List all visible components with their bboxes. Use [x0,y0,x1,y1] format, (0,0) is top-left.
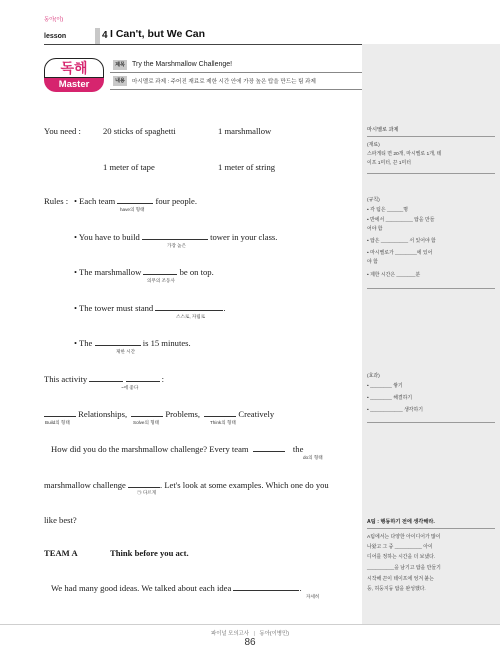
rule-line [74,196,197,206]
sidebar-line: 등, 허둥지둥 탑을 완성했다. [367,587,426,592]
title-tag: 제목 [113,60,127,70]
answer-blank[interactable] [233,583,302,593]
passage-text: . [299,583,302,593]
need-item: 1 meter of tape [103,162,155,172]
activity-text: This activity [44,374,88,384]
hint-text: ~에 좋다 [121,385,139,390]
hint-text: 가장 높은 [167,243,187,248]
rule-text: • You have to build [74,232,140,242]
sidebar-line: • ____________ 생각하기 [367,408,423,413]
hint-text: ㉠ 다르게 [137,490,157,495]
sidebar-label: (재료) [367,143,380,148]
rule-text: • The tower must stand [74,303,154,313]
rule-line [74,267,214,277]
info-divider [110,72,362,73]
hint-text: Solve의 형태 [133,420,160,425]
passage-line [51,583,302,593]
sidebar-line: 야 함 [367,260,378,265]
page-number: 86 [244,637,256,648]
passage-text: marshmallow challenge [44,480,126,490]
sidebar-rule [367,136,495,137]
sidebar-line: • 마시멜로가 ________에 있어 [367,251,433,256]
activity-text: : [161,374,165,384]
effect-text: Relationships, [78,409,128,419]
need-item: 1 meter of string [218,162,276,172]
rule-text: tower in your class. [210,232,278,242]
sidebar-line: • 반에서 __________ 탑을 만들 [367,218,435,223]
footer-credit [0,629,500,637]
footer-publisher: 동아(이병민) [259,631,289,637]
sidebar-rule [367,288,495,289]
hint-text: do의 형태 [303,455,323,460]
rule-line [74,232,277,242]
lesson-title: I Can't, but We Can [110,28,206,40]
effect-text: Creatively [238,409,275,419]
info-title: Try the Marshmallow Challenge! [132,61,233,68]
hint-text: Build의 형태 [45,420,70,425]
sidebar-label: (효과) [367,374,380,379]
info-box [110,58,362,90]
answer-blank[interactable] [126,374,160,382]
effect-text: Problems, [165,409,201,419]
lesson-number: 4 [102,30,108,41]
sidebar-line: 스파게티 면 20개, 마시멜로 1개, 테 [367,152,442,157]
answer-blank[interactable] [95,338,141,346]
sidebar-rule [367,173,495,174]
passage-text: . Let's look at some examples. Which one do you [160,480,329,490]
passage-line [51,444,303,454]
sidebar-line: __________을 남기고 탑을 만들기 [367,566,441,571]
need-label: You need : [44,126,81,136]
info-content: 마시멜로 과제 : 주어진 재료로 제한 시간 안에 가장 높은 탑을 만드는 팀 과제 [132,79,316,85]
sidebar-line: • 제한 시간은 _______분 [367,273,421,278]
subject-label: 동아(이) [44,17,64,23]
sidebar-line: • ________ 해결하기 [367,396,413,401]
answer-blank[interactable] [253,444,285,452]
sidebar-rule [367,528,495,529]
answer-blank[interactable] [204,409,236,417]
need-item: 1 marshmallow [218,126,272,136]
sidebar-line: 이프 1미터, 끈 1미터 [367,161,411,166]
lesson-label: lesson [44,33,67,40]
sidebar-line: 디어를 정하는 시간을 더 보냈다. [367,555,436,560]
rule-line [74,303,226,313]
sidebar-line: • ________ 쌓기 [367,384,403,389]
answer-blank[interactable] [131,409,163,417]
answer-blank[interactable] [44,409,76,417]
activity-line [44,374,164,384]
effects-line [44,409,274,419]
dokhae-master-badge [44,58,104,92]
passage-text: the [292,444,304,454]
info-bottom-rule [110,89,362,90]
footer-rule [0,624,500,625]
content-tag: 내용 [113,76,127,86]
hint-text: 의무의 조동사 [147,278,175,283]
passage-text: We had many good ideas. We talked about each idea [51,583,232,593]
hint-text: 스스로, 자립로 [176,314,206,319]
team-label: TEAM A [44,548,78,558]
rule-text: • The [74,338,93,348]
rule-line [74,338,191,348]
sidebar-line: A팀에서는 다양한 아이디어가 많이 [367,535,441,540]
answer-blank[interactable] [155,303,226,313]
rule-text: be on top. [179,267,214,277]
sidebar-team-title: A팀 : 행동하기 전에 생각해라. [367,519,435,525]
passage-text: How did you do the marshmallow challenge? Every team [51,444,249,454]
team-heading: Think before you act. [110,548,189,558]
footer-book: 파이널 모의고사 [211,631,249,637]
answer-blank[interactable] [143,267,177,275]
passage-line [44,480,329,490]
need-item: 20 sticks of spaghetti [103,126,176,136]
hint-text: 자세히 [306,594,320,599]
sidebar-title: 마시멜로 과제 [367,127,399,133]
answer-blank[interactable] [128,480,160,488]
sidebar-line: • 각 팀은 ______명 [367,208,409,213]
passage-line: like best? [44,515,77,525]
badge-top: 독해 [44,58,104,78]
badge-bottom: Master [44,78,104,92]
rule-text: four people. [155,196,198,206]
sidebar-line: 나왔고 그 중 __________ 아이 [367,545,433,550]
sidebar-line: 시작해 끈이 테이프에 엉겨 붙는 [367,577,434,582]
rule-text: . [223,303,226,313]
hint-text: 제한 시간 [116,349,136,354]
sidebar-line: 어야 함 [367,227,383,232]
rule-text: is 15 minutes. [142,338,191,348]
hint-text: have의 형태 [120,207,145,212]
answer-blank[interactable] [89,374,123,382]
rule-text: • Each team [74,196,116,206]
answer-blank[interactable] [142,232,208,240]
sidebar-rule [367,422,495,423]
lesson-tab-bar [95,28,100,44]
footer-separator: | [253,631,255,637]
hint-text: Think의 형태 [210,420,236,425]
rule-text: • The marshmallow [74,267,142,277]
rules-label: Rules : [44,196,69,206]
sidebar-line: • 탑은 __________ 서 있어야 함 [367,239,436,244]
sidebar-label: (규칙) [367,198,380,203]
answer-blank[interactable] [117,196,153,204]
